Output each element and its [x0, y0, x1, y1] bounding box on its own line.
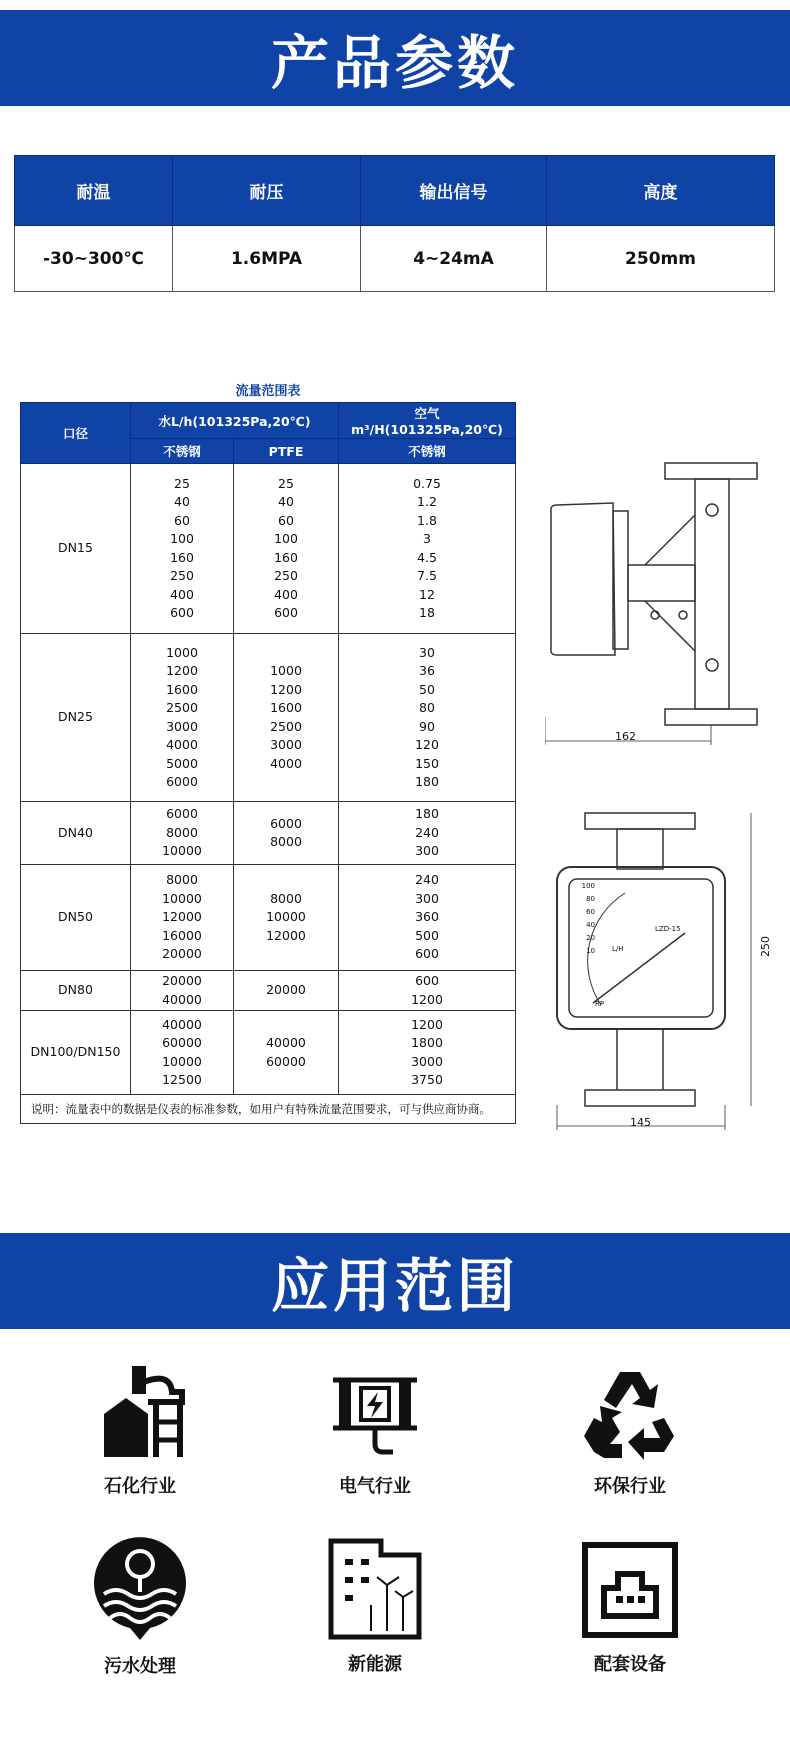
bottom-flange: [585, 1090, 695, 1106]
flowmeter-side-view-drawing: [545, 455, 780, 755]
value-pressure: 1.6MPA: [173, 226, 361, 292]
value-output-signal: 4~24mA: [361, 226, 547, 292]
front-height-dimension: 250: [759, 936, 772, 957]
ss-cell: 8000 10000 12000 16000 20000: [131, 865, 234, 971]
product-params-banner: [0, 10, 790, 106]
ss-cell: 1000 1200 1600 2500 3000 4000 5000 6000: [131, 634, 234, 802]
value-temperature: -30~300℃: [15, 226, 173, 292]
spec-table: [14, 155, 775, 292]
spec-header-row: [15, 156, 775, 226]
scale-ticks: [575, 880, 595, 958]
size-cell: DN15: [21, 464, 131, 634]
ptfe-cell: 25 40 60 100 160 250 400 600: [234, 464, 339, 634]
application-scope-banner: [0, 1233, 790, 1329]
air-cell: 600 1200: [339, 971, 516, 1011]
indicator-housing: [551, 503, 615, 655]
electrical-icon: [325, 1362, 425, 1462]
front-width-dimension: 145: [630, 1116, 651, 1129]
header-pressure: 耐压: [173, 156, 361, 226]
screw: [651, 611, 659, 619]
lower-strut: [645, 601, 695, 651]
table-row: [21, 865, 516, 971]
scale-tick-label: 40: [586, 921, 595, 929]
size-cell: DN40: [21, 802, 131, 865]
upper-bolt: [706, 504, 718, 516]
value-height: 250mm: [547, 226, 775, 292]
scale-tick-label: 80: [586, 895, 595, 903]
model-label: LZD-15: [655, 925, 681, 933]
app-label: 石化行业: [104, 1476, 176, 1497]
screw: [679, 611, 687, 619]
app-item-equipment: [530, 1540, 730, 1676]
header-temperature: 耐温: [15, 156, 173, 226]
scale-tick-label: 100: [581, 882, 595, 890]
top-flange: [585, 813, 695, 829]
air-cell: 180 240 300: [339, 802, 516, 865]
table-row: [21, 464, 516, 634]
equipment-icon: [580, 1540, 680, 1640]
bottom-flange: [665, 709, 757, 725]
table-row: [21, 802, 516, 865]
header-height: 高度: [547, 156, 775, 226]
meter-tube: [695, 479, 729, 709]
section-title: 应用范围: [270, 1252, 519, 1320]
size-cell: DN100/DN150: [21, 1011, 131, 1095]
pointer: [593, 933, 685, 1003]
header-air: 空气m³/H(101325Pa,20℃): [339, 403, 516, 439]
header-water-ss: 不锈钢: [131, 439, 234, 464]
new-energy-icon: [325, 1535, 425, 1640]
side-width-dimension: 162: [615, 730, 636, 743]
app-label: 电气行业: [339, 1476, 411, 1497]
size-cell: DN80: [21, 971, 131, 1011]
header-size: 口径: [21, 403, 131, 464]
ptfe-cell: 1000 1200 1600 2500 3000 4000: [234, 634, 339, 802]
ptfe-cell: 20000: [234, 971, 339, 1011]
recycle-icon: [580, 1362, 680, 1462]
flowmeter-front-view-drawing: [555, 805, 785, 1130]
app-label: 配套设备: [594, 1654, 666, 1675]
header-water-ptfe: PTFE: [234, 439, 339, 464]
app-label: 环保行业: [594, 1476, 666, 1497]
top-flange: [665, 463, 757, 479]
top-pipe: [617, 829, 663, 869]
air-cell: 1200 1800 3000 3750: [339, 1011, 516, 1095]
flow-table-caption: 流量范围表: [235, 384, 301, 399]
app-item-electrical: [275, 1362, 475, 1498]
flow-table-note: 说明：流量表中的数据是仪表的标准参数，如用户有特殊流量范围要求，可与供应商协商。: [21, 1095, 516, 1124]
flow-range-table: [20, 402, 516, 1124]
section-title: 产品参数: [270, 29, 519, 97]
spec-value-row: [15, 226, 775, 292]
petrochemical-icon: [90, 1362, 190, 1462]
table-row: [21, 1011, 516, 1095]
table-row: [21, 971, 516, 1011]
header-air-ss: 不锈钢: [339, 439, 516, 464]
ss-cell: 40000 60000 10000 12500: [131, 1011, 234, 1095]
upper-strut: [645, 515, 695, 565]
size-cell: DN25: [21, 634, 131, 802]
ss-cell: 20000 40000: [131, 971, 234, 1011]
air-cell: 240 300 360 500 600: [339, 865, 516, 971]
ss-cell: 25 40 60 100 160 250 400 600: [131, 464, 234, 634]
app-item-sewage: [40, 1532, 240, 1678]
bracket: [628, 565, 695, 601]
ss-cell: 6000 8000 10000: [131, 802, 234, 865]
scale-tick-label: 20: [586, 934, 595, 942]
app-label: 新能源: [348, 1654, 402, 1675]
ptfe-cell: 40000 60000: [234, 1011, 339, 1095]
app-item-new-energy: [275, 1535, 475, 1676]
ptfe-cell: 8000 10000 12000: [234, 865, 339, 971]
sewage-treatment-icon: [90, 1532, 190, 1642]
app-item-petrochemical: [40, 1362, 240, 1498]
header-output-signal: 输出信号: [361, 156, 547, 226]
scale-tick-label: 60: [586, 908, 595, 916]
scale-tick-label: 10: [586, 947, 595, 955]
size-cell: DN50: [21, 865, 131, 971]
ptfe-cell: 6000 8000: [234, 802, 339, 865]
air-cell: 30 36 50 80 90 120 150 180: [339, 634, 516, 802]
app-item-environmental: [530, 1362, 730, 1498]
air-cell: 0.75 1.2 1.8 3 4.5 7.5 12 18: [339, 464, 516, 634]
rp-label: RP: [595, 1000, 605, 1008]
lower-bolt: [706, 659, 718, 671]
scale-unit: L/H: [612, 945, 624, 953]
app-label: 污水处理: [104, 1656, 176, 1677]
table-row: [21, 634, 516, 802]
header-water: 水L/h(101325Pa,20℃): [131, 403, 339, 439]
